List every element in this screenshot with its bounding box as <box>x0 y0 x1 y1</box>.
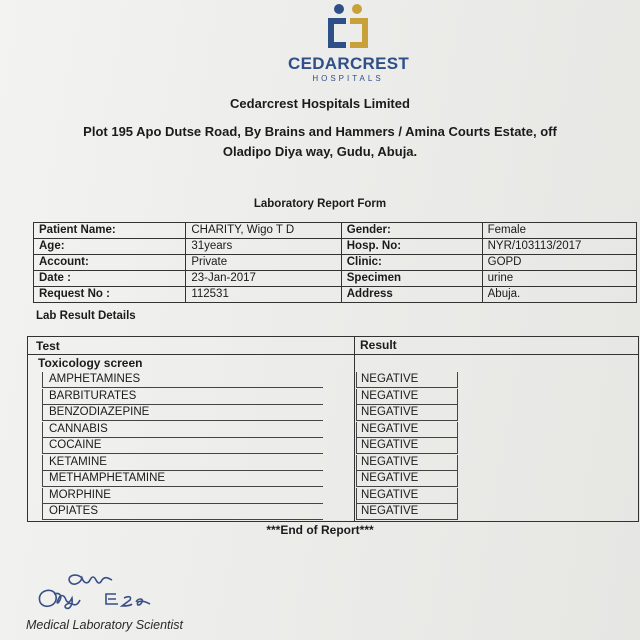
patient-info-label: Request No : <box>34 287 186 303</box>
test-result: NEGATIVE <box>356 438 458 454</box>
patient-info-value: Female <box>482 223 636 239</box>
result-row <box>28 471 638 488</box>
hospital-logo <box>288 2 408 92</box>
test-name: AMPHETAMINES <box>42 372 323 388</box>
patient-info-value: NYR/103113/2017 <box>482 239 636 255</box>
result-rows <box>28 372 638 521</box>
test-result: NEGATIVE <box>356 389 458 405</box>
test-name: CANNABIS <box>42 422 323 438</box>
patient-info-label: Patient Name: <box>34 223 186 239</box>
patient-info-row <box>34 271 637 287</box>
results-table <box>27 336 639 522</box>
test-name: BENZODIAZEPINE <box>42 405 323 421</box>
patient-info-table <box>33 222 637 303</box>
column-header-result: Result <box>360 338 397 352</box>
patient-info-value: 112531 <box>186 287 341 303</box>
test-result: NEGATIVE <box>356 372 458 388</box>
signer-title: Medical Laboratory Scientist <box>26 618 184 632</box>
test-name: METHAMPHETAMINE <box>42 471 323 487</box>
patient-info-row <box>34 239 637 255</box>
patient-info-value: Private <box>186 255 341 271</box>
test-result: NEGATIVE <box>356 471 458 487</box>
patient-info-label: Date : <box>34 271 186 287</box>
patient-info-label: Gender: <box>341 223 482 239</box>
result-row <box>28 455 638 472</box>
patient-info-value: Abuja. <box>482 287 636 303</box>
test-result: NEGATIVE <box>356 422 458 438</box>
organization-address <box>60 122 580 162</box>
patient-info-value: 31years <box>186 239 341 255</box>
form-title: Laboratory Report Form <box>253 198 387 210</box>
patient-info-label: Address <box>341 287 482 303</box>
patient-info-row <box>34 287 637 303</box>
patient-info-label: Age: <box>34 239 186 255</box>
result-row <box>28 405 638 422</box>
patient-info-value: GOPD <box>482 255 636 271</box>
result-row <box>28 389 638 406</box>
address-line-2: Oladipo Diya way, Gudu, Abuja. <box>222 144 418 159</box>
patient-info-label: Account: <box>34 255 186 271</box>
lab-result-section-label: Lab Result Details <box>36 310 136 322</box>
end-of-report: ***End of Report*** <box>266 523 374 537</box>
patient-info-value: CHARITY, Wigo T D <box>186 223 341 239</box>
result-row <box>28 372 638 389</box>
result-row <box>28 504 638 521</box>
test-name: BARBITURATES <box>42 389 323 405</box>
organization-name: Cedarcrest Hospitals Limited <box>230 96 410 111</box>
result-row <box>28 488 638 505</box>
patient-info-value: urine <box>482 271 636 287</box>
test-category: Toxicology screen <box>38 356 143 370</box>
test-name: OPIATES <box>42 504 323 520</box>
patient-info-label: Hosp. No: <box>341 239 482 255</box>
test-name: COCAINE <box>42 438 323 454</box>
result-row <box>28 422 638 439</box>
test-name: KETAMINE <box>42 455 323 471</box>
logo-wordmark: CEDARCREST <box>288 54 410 73</box>
result-row <box>28 438 638 455</box>
address-line-1: Plot 195 Apo Dutse Road, By Brains and Hammers / Amina Courts Estate, off <box>83 124 557 139</box>
patient-info-row <box>34 255 637 271</box>
test-result: NEGATIVE <box>356 455 458 471</box>
logo-subtitle: HOSPITALS <box>312 74 384 83</box>
test-result: NEGATIVE <box>356 405 458 421</box>
test-result: NEGATIVE <box>356 504 458 520</box>
patient-info-row <box>34 223 637 239</box>
patient-info-label: Specimen <box>341 271 482 287</box>
results-header-row <box>28 337 638 355</box>
column-header-test: Test <box>36 339 60 353</box>
patient-info-value: 23-Jan-2017 <box>186 271 341 287</box>
hospital-logo-mark-icon <box>322 2 374 54</box>
test-result: NEGATIVE <box>356 488 458 504</box>
test-name: MORPHINE <box>42 488 323 504</box>
handwritten-signature <box>20 560 220 620</box>
patient-info-label: Clinic: <box>341 255 482 271</box>
